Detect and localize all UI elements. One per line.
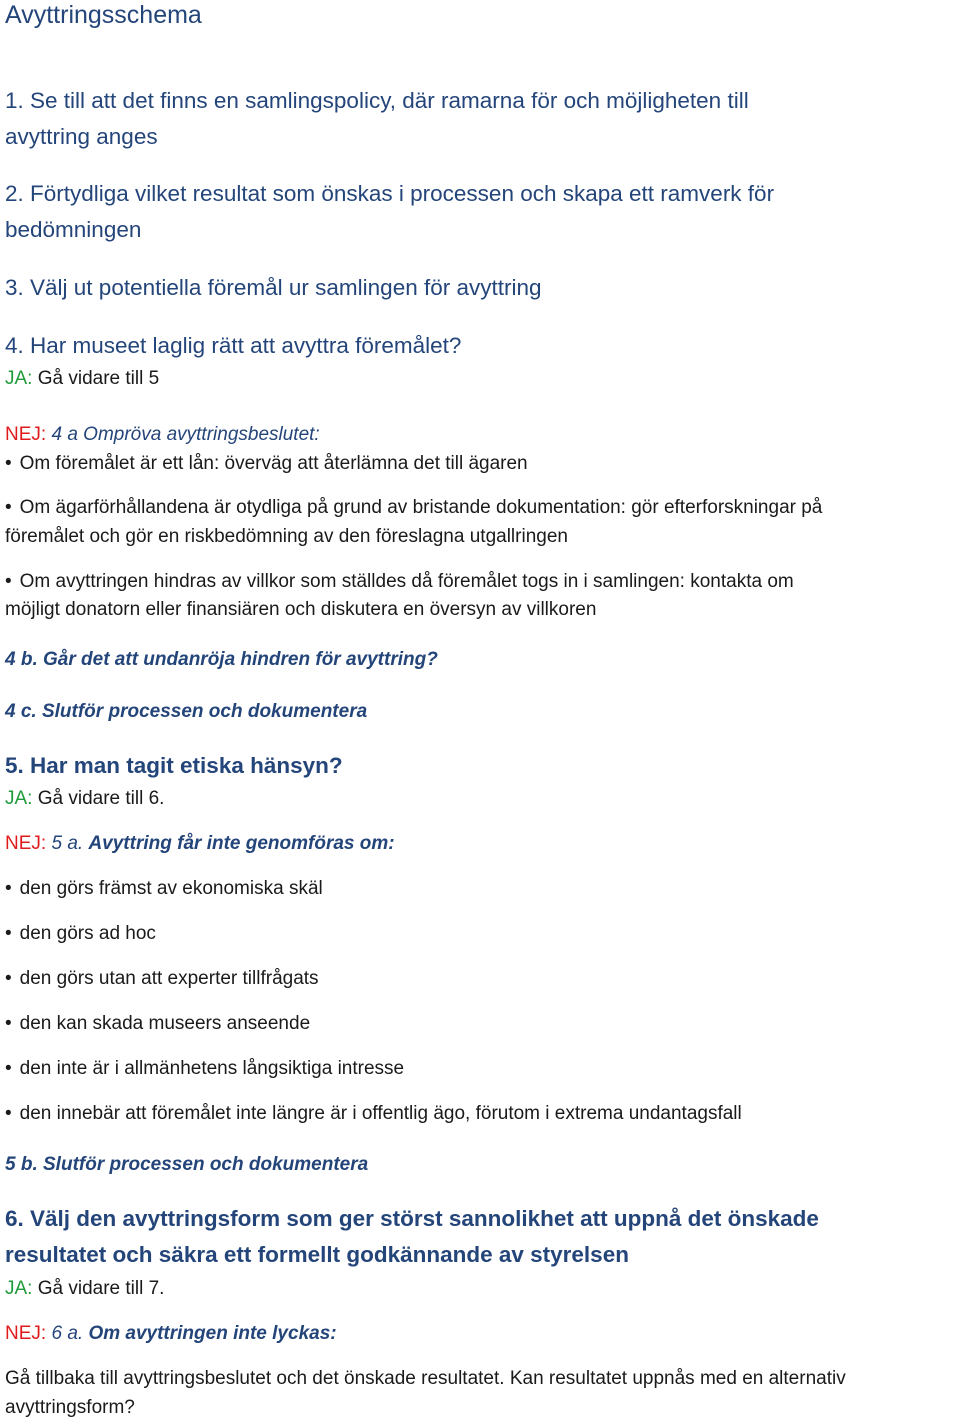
bullet-text: den görs ad hoc [19, 923, 156, 944]
step-5a-bullet-3 [5, 969, 319, 988]
step-6-yes-text: Gå vidare till 7. [37, 1278, 165, 1299]
step-6-no [5, 1324, 337, 1343]
step-5-yes [5, 789, 164, 808]
step-5a-number: 5 a. [51, 833, 84, 854]
step-5a-bullet-5 [5, 1059, 404, 1078]
bullet-icon: • [5, 497, 12, 518]
step-4a-bullet-2-cont: föremålet och gör en riskbedömning av den föreslagna utgallringen [5, 526, 568, 547]
step-5b: 5 b. Slutför processen och dokumentera [5, 1154, 369, 1175]
page-title: Avyttringsschema [5, 1, 202, 29]
step-6-yes [5, 1279, 164, 1298]
step-6a-heading: Om avyttringen inte lyckas: [88, 1323, 337, 1344]
step-2-line-1: 2. Förtydliga vilket resultat som önskas i processen och skapa ett ramverk för [5, 181, 775, 206]
final-question-line-2: avyttringsform? [5, 1397, 135, 1418]
bullet-icon: • [5, 453, 12, 474]
bullet-icon: • [5, 571, 12, 592]
step-5-no [5, 834, 395, 853]
step-5a-bullet-6 [5, 1104, 742, 1123]
step-3: 3. Välj ut potentiella föremål ur samlingen för avyttring [5, 275, 542, 300]
step-1-line-1: 1. Se till att det finns en samlingspolicy, där ramarna för och möjligheten till [5, 88, 749, 113]
step-1-line-2: avyttring anges [5, 124, 158, 149]
step-4: 4. Har museet laglig rätt att avyttra föremålet? [5, 333, 462, 358]
bullet-icon: • [5, 1058, 12, 1079]
no-label: NEJ: [5, 424, 47, 445]
no-label: NEJ: [5, 833, 47, 854]
bullet-text: Om ägarförhållandena är otydliga på grund av bristande dokumentation: gör efterforskningar på [19, 497, 823, 518]
step-5-yes-text: Gå vidare till 6. [37, 788, 165, 809]
step-5a-bullet-4 [5, 1014, 310, 1033]
step-4c: 4 c. Slutför processen och dokumentera [5, 701, 368, 722]
bullet-text: Om föremålet är ett lån: överväg att återlämna det till ägaren [19, 453, 528, 474]
step-4a-bullet-3 [5, 572, 794, 591]
no-label: NEJ: [5, 1323, 47, 1344]
step-6-line-1: 6. Välj den avyttringsform som ger störst sannolikhet att uppnå det önskade [5, 1206, 819, 1231]
bullet-icon: • [5, 968, 12, 989]
step-6-line-2: resultatet och säkra ett formellt godkännande av styrelsen [5, 1242, 629, 1267]
step-4b: 4 b. Går det att undanröja hindren för avyttring? [5, 649, 438, 670]
bullet-text: den innebär att föremålet inte längre är i offentlig ägo, förutom i extrema undantagsfall [19, 1103, 742, 1124]
bullet-text: den inte är i allmänhetens långsiktiga intresse [19, 1058, 405, 1079]
step-4a-heading: 4 a Ompröva avyttringsbeslutet: [51, 424, 320, 445]
final-question-line-1: Gå tillbaka till avyttringsbeslutet och det önskade resultatet. Kan resultatet uppnås med en alternativ [5, 1368, 846, 1389]
step-4a-bullet-2 [5, 498, 822, 517]
step-4-yes-text: Gå vidare till 5 [37, 368, 160, 389]
bullet-text: den görs främst av ekonomiska skäl [19, 878, 323, 899]
bullet-icon: • [5, 878, 12, 899]
bullet-text: Om avyttringen hindras av villkor som ställdes då föremålet togs in i samlingen: kontakta om [19, 571, 794, 592]
step-5: 5. Har man tagit etiska hänsyn? [5, 753, 343, 778]
bullet-icon: • [5, 923, 12, 944]
step-2-line-2: bedömningen [5, 217, 142, 242]
bullet-icon: • [5, 1013, 12, 1034]
bullet-text: den kan skada museers anseende [19, 1013, 311, 1034]
bullet-text: den görs utan att experter tillfrågats [19, 968, 319, 989]
yes-label: JA: [5, 788, 33, 809]
bullet-icon: • [5, 1103, 12, 1124]
yes-label: JA: [5, 1278, 33, 1299]
step-4a-bullet-1 [5, 454, 528, 473]
step-4-no [5, 425, 320, 444]
step-6a-number: 6 a. [51, 1323, 84, 1344]
step-4a-bullet-3-cont: möjligt donatorn eller finansiären och diskutera en översyn av villkoren [5, 599, 597, 620]
yes-label: JA: [5, 368, 33, 389]
step-5a-heading: Avyttring får inte genomföras om: [88, 833, 395, 854]
step-4-yes [5, 369, 159, 388]
step-5a-bullet-1 [5, 879, 323, 898]
step-5a-bullet-2 [5, 924, 156, 943]
